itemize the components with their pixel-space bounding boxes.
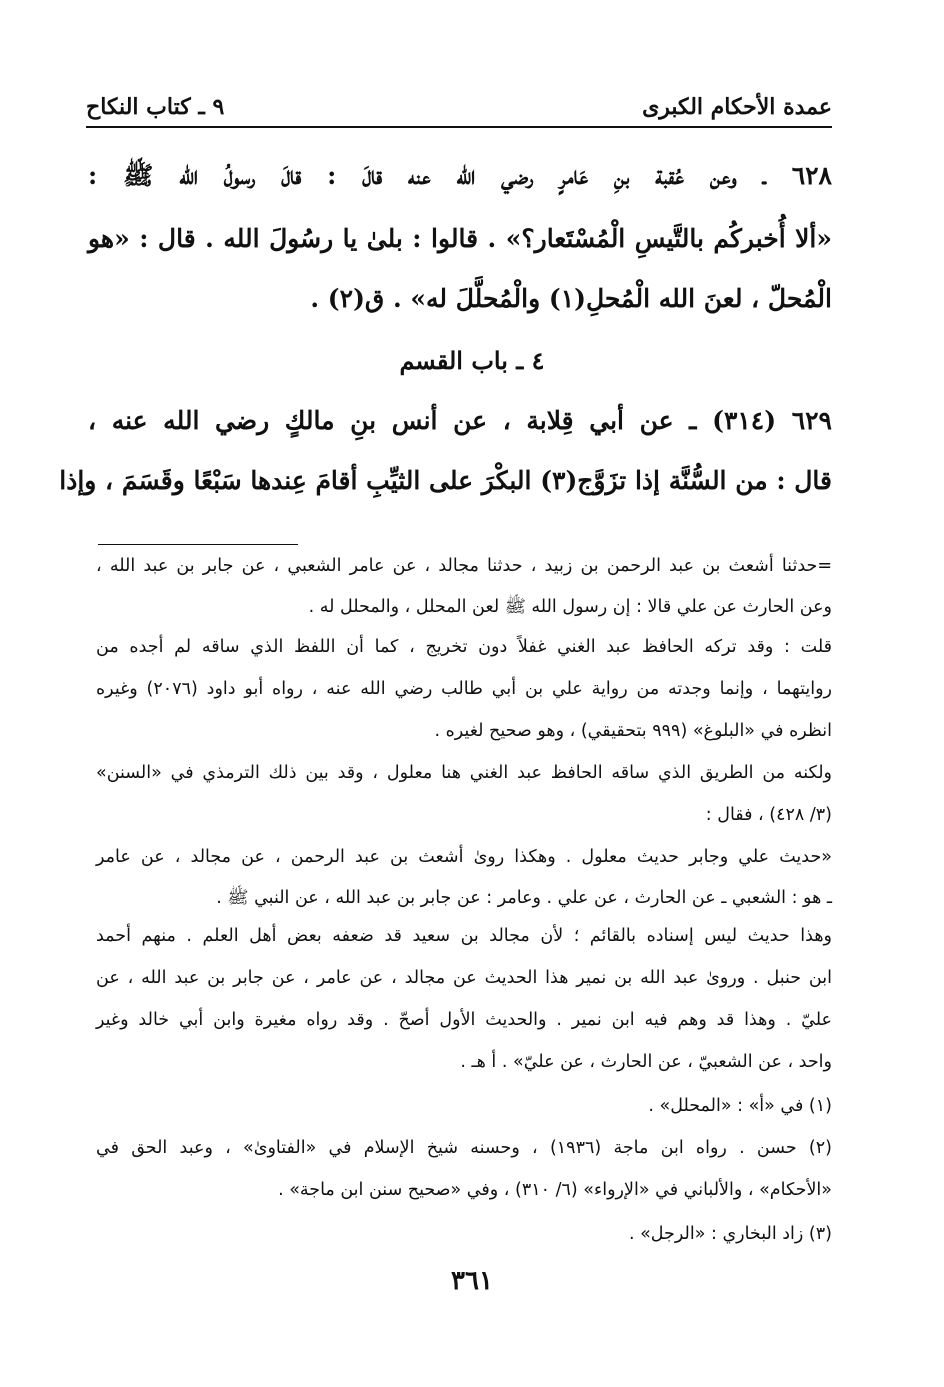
footnote-line: (٢) حسن . رواه ابن ماجة (١٩٣٦) ، وحسنه شيخ الإسلام في «الفتاوىٰ» ، وعبد الحق في [96,1138,832,1158]
footnote-line: =حدثنا أشعث بن عبد الرحمن بن زبيد ، حدثنا مجالد ، عن عامر الشعبي ، عن جابر بن عبد الله ، [96,556,832,576]
footnote-line: «الأحكام» ، والألباني في «الإرواء» (٦/ ٣١٠) ، وفي «صحيح سنن ابن ماجة» . [278,1180,832,1200]
footnote-line: واحد ، عن الشعبيّ ، عن الحارث ، عن عليّ» . أ هـ . [460,1052,832,1072]
footnote-line: «حديث علي وجابر حديث معلول . وهكذا روىٰ أشعث بن عبد الرحمن ، عن مجالد ، عن عامر [96,847,832,867]
footnote-line: (١) في «أ» : «المحلل» . [648,1096,832,1116]
footnote-line: (٣) زاد البخاري : «الرجل» . [628,1224,832,1244]
section-title: ٤ ـ باب القسم [399,346,545,375]
page-number: ٣٦١ [451,1266,493,1296]
footnote-line: ولكنه من الطريق الذي ساقه الحافظ عبد الغني هنا معلول ، وقد بين ذلك الترمذي في «السنن» [96,763,832,783]
footnote-line: وهذا حديث ليس إسناده بالقائم ؛ لأن مجالد بن سعيد قد ضعفه بعض أهل العلم . منهم أحمد [96,926,832,946]
hadith-628-line-1: ٦٢٨ ـ وعن عُقبة بنِ عَامرٍ رضي الله عنه قالَ : قالَ رسولُ الله ﷺ : [88,161,832,190]
footnote-line: ـ هو : الشعبي ـ عن الحارث ، عن علي . وعامر : عن جابر بن عبد الله ، عن النبي ﷺ . [216,888,832,908]
footnote-line: روايتهما ، وإنما وجدته من رواية علي بن أبي طالب رضي الله عنه ، رواه أبو داود (٢٠٧٦) وغيره [96,679,832,699]
footnote-line: (٣/ ٤٢٨) ، فقال : [705,805,832,825]
book-title: عمدة الأحكام الكبرى [642,94,832,120]
hadith-628-line-3: الْمُحلّ ، لعنَ الله الْمُحلِ(١) والْمُحلَّلَ له» . ق(٢) . [310,284,832,313]
hadith-629-line-2: قال : من السُّنَّة إذا تزَوَّج(٣) البكْرَ على الثيِّبِ أقامَ عِندها سَبْعًا وقَسَمَ ، وإذا [59,466,832,495]
hadith-628-line-2: «ألا أُخبركُم بالتَّيسِ الْمُسْتَعار؟» . قالوا : بلىٰ يا رسُولَ الله . قال : «هو [88,224,832,253]
running-header [86,84,832,128]
hadith-629-line-1: ٦٢٩ (٣١٤) ـ عن أبي قِلابة ، عن أنس بنِ مالكٍ رضي الله عنه ، [88,406,832,435]
footnote-line: قلت : وقد تركه الحافظ عبد الغني غفلاً دون تخريج ، كما أن اللفظ الذي ساقه لم أجده من [96,637,832,657]
footnote-separator [98,544,298,545]
footnote-line: انظره في «البلوغ» (٩٩٩ بتحقيقي) ، وهو صحيح لغيره . [434,721,832,741]
footnote-line: عليّ . وهذا قد وهم فيه ابن نمير . والحديث الأول أصحّ . وقد رواه مغيرة وابن أبي خالد وغير [96,1010,832,1030]
footnote-line: وعن الحارث عن علي قالا : إن رسول الله ﷺ لعن المحلل ، والمحلل له . [308,597,832,617]
footnote-line: ابن حنبل . وروىٰ عبد الله بن نمير هذا الحديث عن مجالد ، عن عامر ، عن جابر بن عبد الله ، عن [96,968,832,988]
chapter-title: ٩ ـ كتاب النكاح [86,94,225,120]
